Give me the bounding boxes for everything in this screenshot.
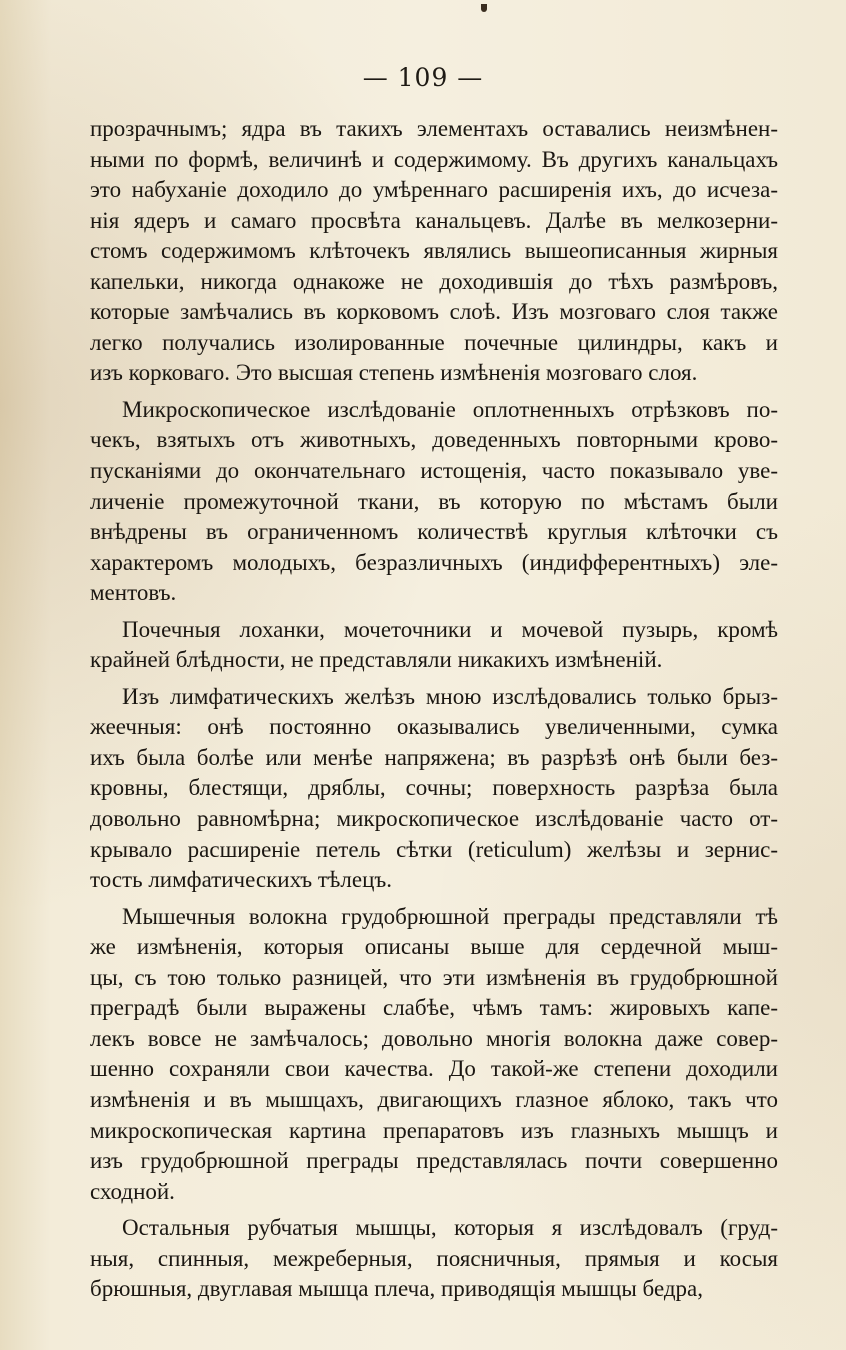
paragraph — [90, 114, 778, 389]
text-line: довольно равномѣрна; микроскопическое изслѣдованіе часто от- — [90, 806, 778, 832]
text-line: Изъ лимфатическихъ желѣзъ мною изслѣдовались только брыз- — [122, 683, 778, 709]
text-line: ментовъ. — [90, 580, 177, 606]
text-line: шенно сохраняли свои качества. До такой-же степени доходили — [90, 1056, 778, 1082]
text-line: чекъ, взятыхъ отъ животныхъ, доведенныхъ повторными крово- — [90, 427, 778, 453]
body-text — [90, 114, 778, 1311]
text-line: Остальныя рубчатыя мышцы, которыя я изслѣдовалъ (груд- — [122, 1215, 778, 1241]
text-line: Микроскопическое изслѣдованіе оплотненныхъ отрѣзковъ по- — [122, 396, 778, 422]
text-line: изъ грудобрюшной преграды представлялась почти совершенно — [90, 1148, 778, 1174]
text-line: преградѣ были выражены слабѣе, чѣмъ тамъ: жировыхъ капе- — [90, 995, 778, 1021]
text-line: которые замѣчались въ корковомъ слоѣ. Изъ мозговаго слоя также — [90, 299, 778, 325]
paragraph — [90, 395, 778, 609]
text-line: крайней блѣдности, не представляли никакихъ измѣненій. — [90, 647, 663, 673]
paragraph — [90, 902, 778, 1207]
text-line: ихъ была болѣе или менѣе напряжена; въ разрѣзѣ онѣ были без- — [90, 744, 778, 770]
text-line: Мышечныя волокна грудобрюшной преграды представляли тѣ — [122, 903, 778, 929]
text-line: цы, съ тою только разницей, что эти измѣненія въ грудобрюшной — [90, 964, 778, 990]
text-line: тость лимфатическихъ тѣлецъ. — [90, 867, 393, 893]
text-line: брюшныя, двуглавая мышца плеча, приводящія мышцы бедра, — [90, 1276, 704, 1302]
text-line: нія ядеръ и самаго просвѣта канальцевъ. Далѣе въ мелкозерни- — [90, 207, 778, 233]
text-line: прозрачнымъ; ядра въ такихъ элементахъ оставались неизмѣнен- — [90, 116, 778, 141]
paragraph — [90, 1213, 778, 1305]
text-line: ныя, спинныя, межреберныя, поясничныя, прямыя и косыя — [90, 1245, 778, 1271]
text-line: стомъ содержимомъ клѣточекъ являлись вышеописанныя жирныя — [90, 238, 778, 264]
text-line: жеечныя: онѣ постоянно оказывались увеличенными, сумка — [90, 714, 778, 740]
text-line: Почечныя лоханки, мочеточники и мочевой пузырь, кромѣ — [122, 616, 778, 642]
text-line: изъ корковаго. Это высшая степень измѣненія мозговаго слоя. — [90, 360, 698, 386]
printer-mark — [481, 4, 487, 12]
text-line: внѣдрены въ ограниченномъ количествѣ круглыя клѣточки съ — [90, 519, 778, 545]
text-line: микроскопическая картина препаратовъ изъ глазныхъ мышцъ и — [90, 1117, 778, 1143]
page-number: — 109 — — [362, 63, 484, 92]
text-line: сходной. — [90, 1178, 175, 1204]
text-line: лекъ вовсе не замѣчалось; довольно многія волокна даже совер- — [90, 1025, 778, 1051]
paragraph — [90, 682, 778, 896]
text-line: характеромъ молодыхъ, безразличныхъ (индифферентныхъ) эле- — [90, 549, 778, 575]
text-line: ными по формѣ, величинѣ и содержимому. Въ другихъ канальцахъ — [90, 146, 778, 172]
text-line: измѣненія и въ мышцахъ, двигающихъ глазное яблоко, такъ что — [90, 1086, 778, 1112]
text-line: кровны, блестящи, дряблы, сочны; поверхность разрѣза была — [90, 775, 778, 801]
text-line: легко получались изолированные почечные цилиндры, какъ и — [90, 329, 778, 355]
text-line: личеніе промежуточной ткани, въ которую по мѣстамъ были — [90, 488, 778, 514]
text-line: пусканіями до окончательнаго истощенія, часто показывало уве- — [90, 458, 778, 484]
text-line: капельки, никогда однакоже не доходившія до тѣхъ размѣровъ, — [90, 268, 778, 294]
text-line: крывало расширеніе петель сѣтки (reticulum) желѣзы и зернис- — [90, 836, 778, 862]
text-line: же измѣненія, которыя описаны выше для сердечной мыш- — [90, 934, 778, 960]
text-line: это набуханіе доходило до умѣреннаго расширенія ихъ, до исчеза- — [90, 177, 778, 203]
paragraph — [90, 615, 778, 676]
